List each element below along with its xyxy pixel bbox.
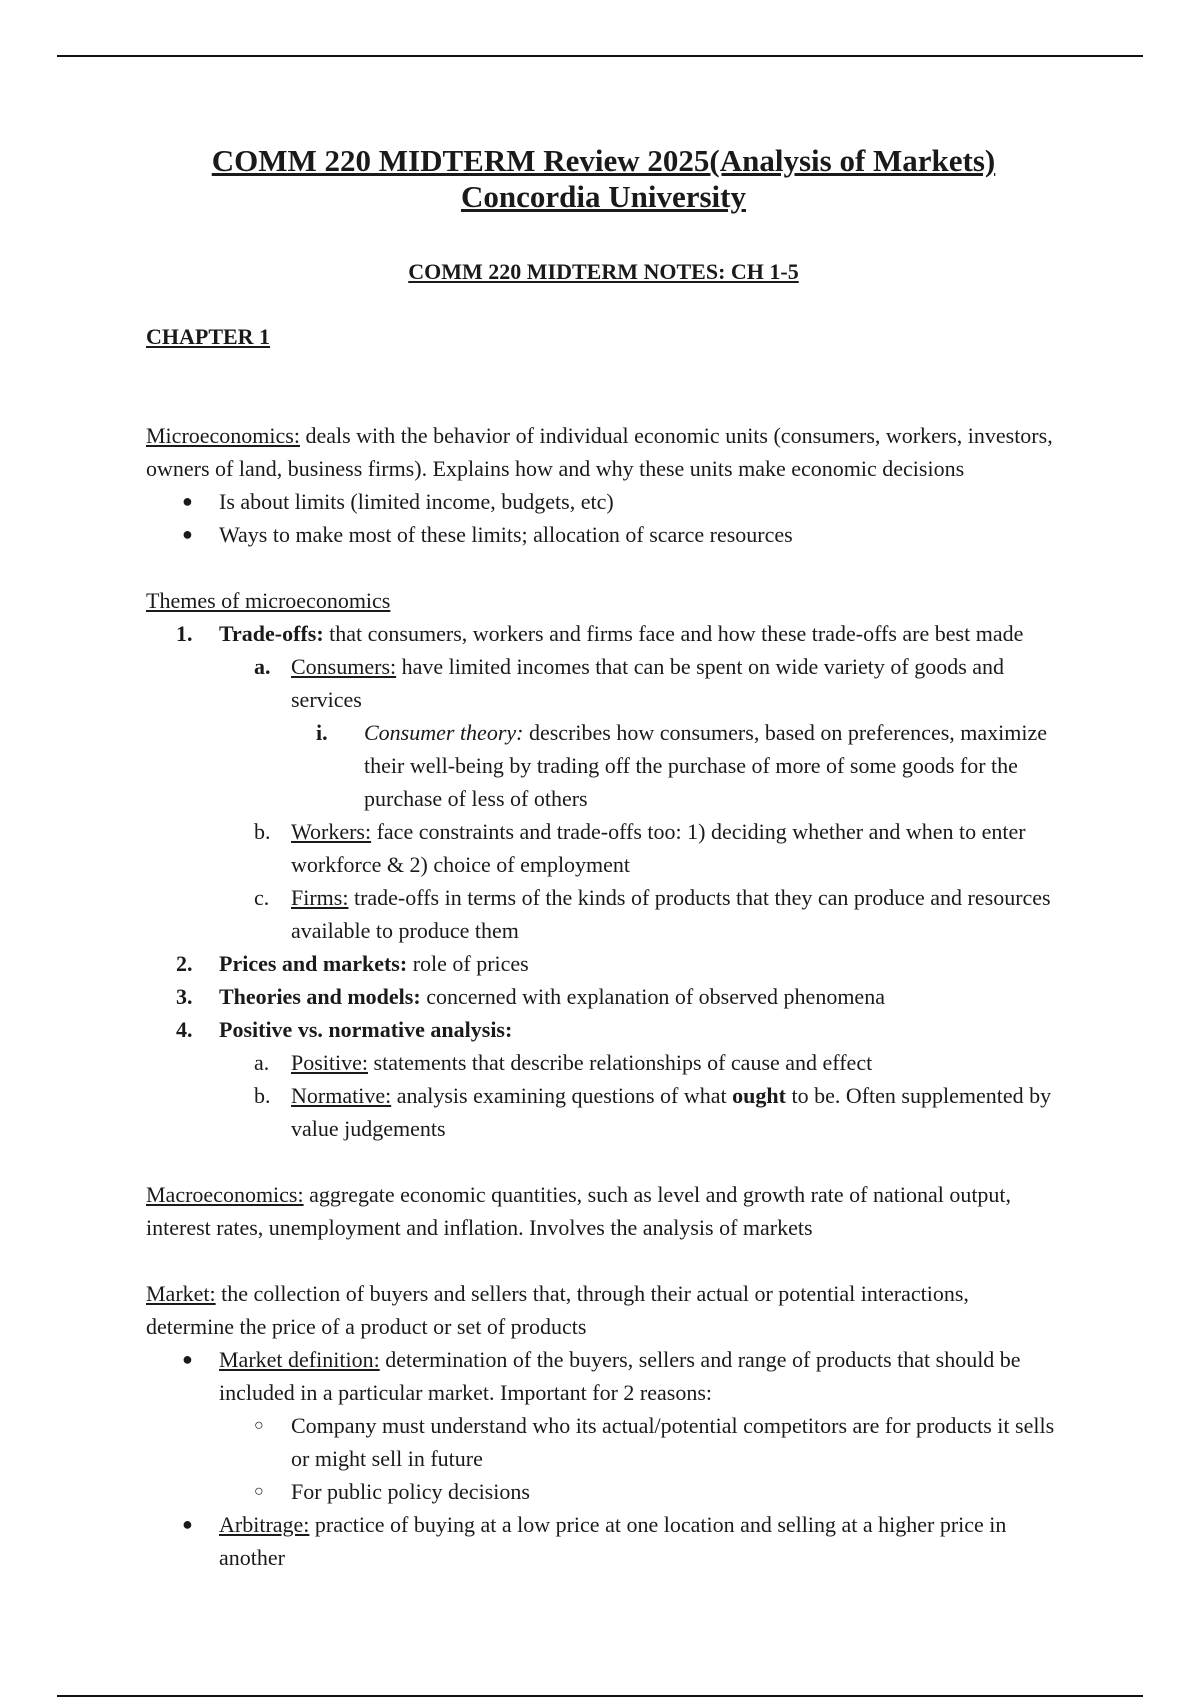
document-title xyxy=(146,143,1061,215)
list-item: ○ For public policy decisions xyxy=(146,1475,1061,1508)
themes-list xyxy=(146,617,1061,1145)
market-term: Market: xyxy=(146,1281,216,1306)
theme-consumer-theory: i. Consumer theory: describes how consumers, based on preferences, maximize their well-being by trading off the purchase of more of some goods for the purchase of less of others xyxy=(316,720,1048,811)
list-item: ○ Company must understand who its actual/potential competitors are for products it sells or might sell in future xyxy=(146,1409,1061,1475)
market-paragraph: Market: the collection of buyers and sellers that, through their actual or potential interactions, determine the price of a product or set of products xyxy=(146,1281,969,1339)
subtitle: COMM 220 MIDTERM NOTES: CH 1-5 xyxy=(408,259,799,284)
bullet-icon: ● xyxy=(182,491,193,511)
themes-heading: Themes of microeconomics xyxy=(146,588,391,613)
theme-workers: b. Workers: face constraints and trade-offs too: 1) deciding whether and when to enter workforce & 2) choice of employment xyxy=(254,819,1026,877)
market-bullets xyxy=(146,1343,1061,1574)
theme-prices-markets: 2. Prices and markets: role of prices xyxy=(176,951,529,976)
theme-theories-models: 3. Theories and models: concerned with explanation of observed phenomena xyxy=(176,984,885,1009)
bullet-icon: ● xyxy=(182,1349,193,1369)
theme-firms: c. Firms: trade-offs in terms of the kinds of products that they can produce and resources available to produce them xyxy=(254,885,1051,943)
market-definition-item: ● Market definition: determination of the buyers, sellers and range of products that should be included in a particular market. Important for 2 reasons: xyxy=(146,1343,1061,1409)
theme-normative: b. Normative: analysis examining questions of what ought to be. Often supplemented by value judgements xyxy=(254,1083,1052,1141)
title-line-1: COMM 220 MIDTERM Review 2025(Analysis of Markets) xyxy=(211,143,996,178)
circle-bullet-icon: ○ xyxy=(254,1483,264,1500)
bullet-icon: ● xyxy=(182,524,193,544)
bullet-icon: ● xyxy=(182,1514,193,1534)
list-item: ● Is about limits (limited income, budgets, etc) xyxy=(146,485,1061,518)
theme-positive-normative: 4. Positive vs. normative analysis: xyxy=(176,1017,513,1042)
micro-term: Microeconomics: xyxy=(146,423,300,448)
arbitrage-item: ● Arbitrage: practice of buying at a low price at one location and selling at a higher price in another xyxy=(146,1508,1061,1574)
list-item: ● Ways to make most of these limits; allocation of scarce resources xyxy=(146,518,1061,551)
bottom-rule xyxy=(57,1695,1143,1697)
title-line-2: Concordia University xyxy=(460,179,746,214)
circle-bullet-icon: ○ xyxy=(254,1417,264,1434)
document-body xyxy=(146,143,1061,1574)
macro-term: Macroeconomics: xyxy=(146,1182,304,1207)
micro-paragraph: Microeconomics: deals with the behavior of individual economic units (consumers, workers, investors, owners of land, business firms). Explains how and why these units make economic decisions xyxy=(146,423,1053,481)
theme-positive: a. Positive: statements that describe relationships of cause and effect xyxy=(254,1050,873,1075)
micro-bullets xyxy=(146,485,1061,551)
chapter-heading: CHAPTER 1 xyxy=(146,324,271,349)
theme-consumers: a. Consumers: have limited incomes that can be spent on wide variety of goods and services xyxy=(254,654,1005,712)
theme-trade-offs: 1. Trade-offs: that consumers, workers and firms face and how these trade-offs are best made xyxy=(176,621,1024,646)
top-rule xyxy=(57,55,1143,57)
macro-paragraph: Macroeconomics: aggregate economic quantities, such as level and growth rate of national output, interest rates, unemployment and inflation. Involves the analysis of markets xyxy=(146,1182,1012,1240)
